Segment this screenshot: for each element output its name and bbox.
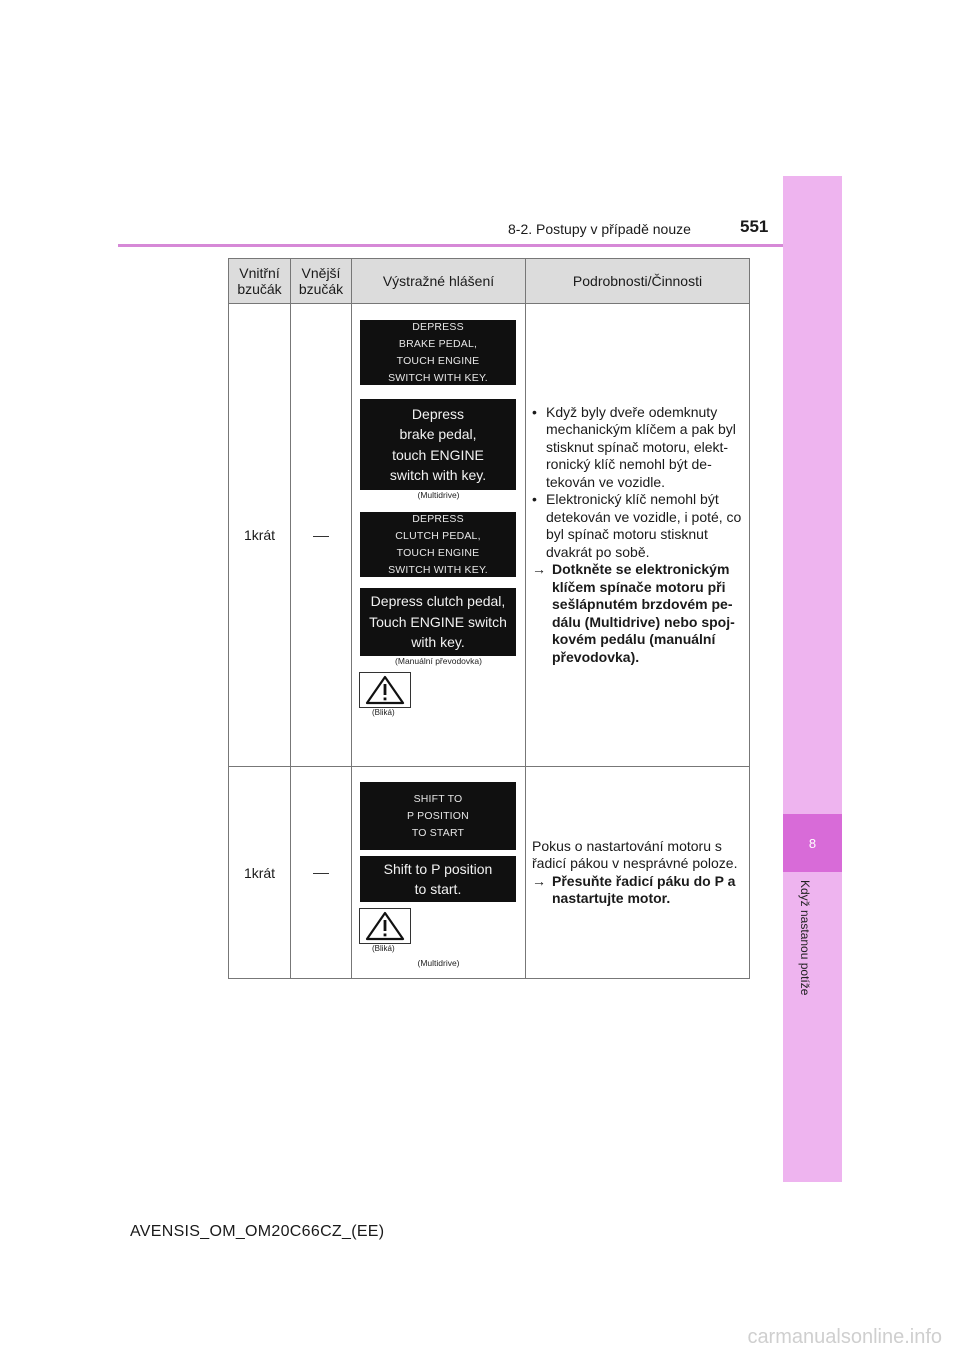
- warning-messages: [352, 767, 526, 979]
- internal-buzzer-value: 1krát: [229, 767, 291, 979]
- display-shift-old: SHIFT TO P POSITION TO START: [360, 782, 516, 850]
- detail-bullet: • Když byly dveře odemknuty mechanickým klíčem a pak byl stisknut spínač motoru, elekt-ronický klíč nemohl být de-tekován ve vozidle.: [532, 404, 745, 492]
- caption-blinking: (Bliká): [372, 944, 395, 953]
- warning-triangle-icon: [359, 908, 411, 944]
- dash: [313, 536, 329, 537]
- caption-blinking: (Bliká): [372, 708, 395, 717]
- header-rule: [118, 244, 783, 247]
- warning-triangle-icon: [359, 672, 411, 708]
- watermark: carmanualsonline.info: [747, 1326, 942, 1348]
- display-clutch-new: Depress clutch pedal, Touch ENGINE switch with key.: [360, 588, 516, 656]
- warning-messages: [352, 304, 526, 767]
- col-external-buzzer: Vnější bzučák: [291, 259, 352, 304]
- detail-text: Pokus o nastartování motoru s řadicí pákou v nesprávné poloze.: [532, 837, 738, 871]
- internal-buzzer-value: 1krát: [229, 304, 291, 767]
- display-shift-new: Shift to P position to start.: [360, 856, 516, 902]
- table-row: [229, 767, 750, 979]
- display-brake-new: Depress brake pedal, touch ENGINE switch with key.: [360, 399, 516, 490]
- action-text: → Dotkněte se elektronickým klíčem spínače motoru při sešlápnutém brzdovém pe-dálu (Multidrive) nebo spoj-kovém pedálu (manuální převodovka).: [532, 561, 735, 665]
- detail-bullet: • Elektronický klíč nemohl být detekován ve vozidle, i poté, co byl spínač motoru stisknut dvakrát po sobě.: [532, 491, 745, 561]
- col-internal-buzzer: Vnitřní bzučák: [229, 259, 291, 304]
- display-clutch-old: DEPRESS CLUTCH PEDAL, TOUCH ENGINE SWITCH WITH KEY.: [360, 512, 516, 577]
- table-header-row: [229, 259, 750, 304]
- action-text: → Přesuňte řadicí páku do P a nastartujte motor.: [532, 872, 736, 906]
- caption-manual: (Manuální převodovka): [395, 656, 482, 666]
- table-row: [229, 304, 750, 767]
- details-cell: [526, 767, 750, 979]
- dash: [313, 873, 329, 874]
- footer-code: AVENSIS_OM_OM20C66CZ_(EE): [130, 1223, 385, 1240]
- chapter-number: 8: [783, 814, 842, 872]
- section-title: 8-2. Postupy v případě nouze: [508, 221, 691, 237]
- col-warning-message: Výstražné hlášení: [352, 259, 526, 304]
- col-details: Podrobnosti/Činnosti: [526, 259, 750, 304]
- chapter-label: Když nastanou potíže: [798, 880, 812, 996]
- caption-multidrive: (Multidrive): [417, 490, 460, 500]
- arrow-icon: →: [532, 872, 546, 889]
- page-number: 551: [740, 217, 769, 236]
- details-cell: [526, 304, 750, 767]
- caption-multidrive: (Multidrive): [417, 958, 460, 968]
- external-buzzer-value: [291, 767, 352, 979]
- side-tab: [783, 176, 842, 1182]
- arrow-icon: →: [532, 561, 546, 578]
- warning-table: [228, 258, 750, 979]
- external-buzzer-value: [291, 304, 352, 767]
- display-brake-old: DEPRESS BRAKE PEDAL, TOUCH ENGINE SWITCH WITH KEY.: [360, 320, 516, 385]
